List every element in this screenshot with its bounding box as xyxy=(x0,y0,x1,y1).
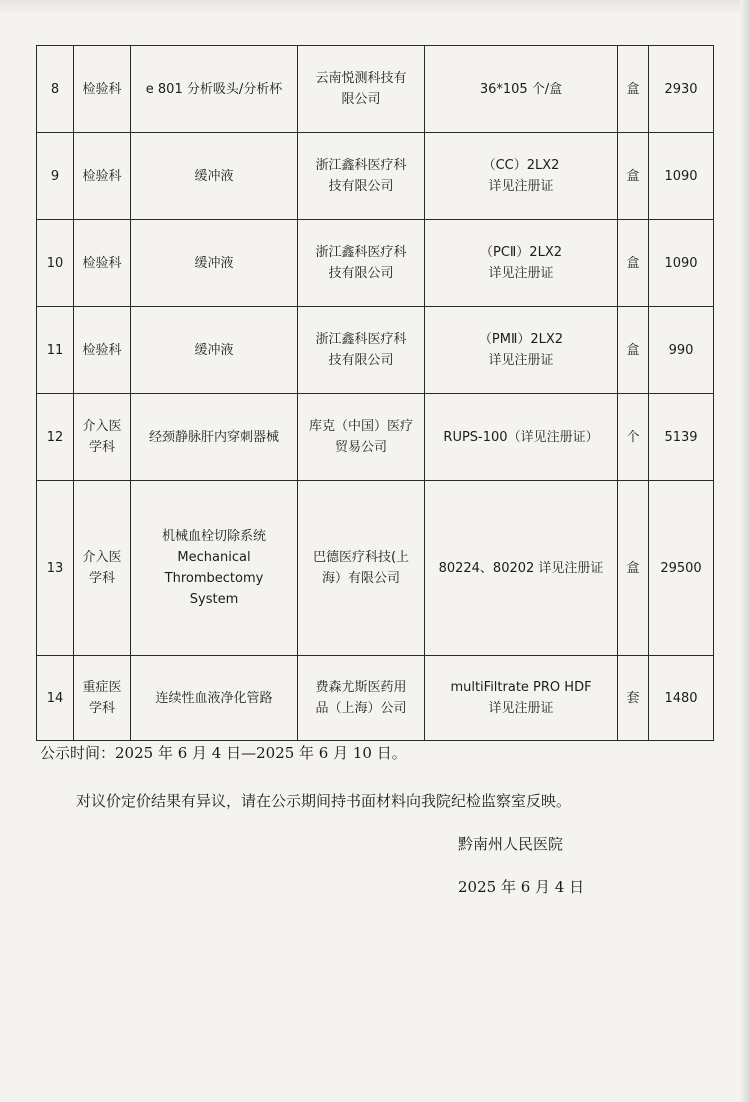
row-number: 10 xyxy=(37,220,74,307)
product-name-cell: 缓冲液 xyxy=(131,220,298,307)
product-name-cell: 连续性血液净化管路 xyxy=(131,656,298,741)
spec-cell: RUPS-100（详见注册证） xyxy=(425,394,618,481)
row-number: 12 xyxy=(37,394,74,481)
unit-cell: 盒 xyxy=(618,46,649,133)
department-cell: 介入医 学科 xyxy=(74,394,131,481)
unit-cell: 盒 xyxy=(618,481,649,656)
table-row xyxy=(37,394,714,481)
company-cell: 浙江鑫科医疗科 技有限公司 xyxy=(298,220,425,307)
price-cell: 1090 xyxy=(649,220,714,307)
company-cell: 库克（中国）医疗 贸易公司 xyxy=(298,394,425,481)
table-row xyxy=(37,656,714,741)
price-table xyxy=(36,45,714,741)
notice-date: 2025 年 6 月 4 日 xyxy=(458,878,585,896)
spec-cell: multiFiltrate PRO HDF 详见注册证 xyxy=(425,656,618,741)
company-cell: 浙江鑫科医疗科 技有限公司 xyxy=(298,307,425,394)
spec-cell: （CC）2LX2 详见注册证 xyxy=(425,133,618,220)
department-cell: 检验科 xyxy=(74,307,131,394)
unit-cell: 盒 xyxy=(618,133,649,220)
table-row xyxy=(37,307,714,394)
department-cell: 重症医 学科 xyxy=(74,656,131,741)
row-number: 14 xyxy=(37,656,74,741)
product-name-cell: 经颈静脉肝内穿刺器械 xyxy=(131,394,298,481)
department-cell: 检验科 xyxy=(74,46,131,133)
spec-cell: 80224、80202 详见注册证 xyxy=(425,481,618,656)
notice-objection: 对议价定价结果有异议，请在公示期间持书面材料向我院纪检监察室反映。 xyxy=(76,792,572,810)
company-cell: 巴德医疗科技(上 海）有限公司 xyxy=(298,481,425,656)
unit-cell: 盒 xyxy=(618,307,649,394)
notice-hospital: 黔南州人民医院 xyxy=(458,835,564,853)
company-cell: 浙江鑫科医疗科 技有限公司 xyxy=(298,133,425,220)
row-number: 11 xyxy=(37,307,74,394)
department-cell: 检验科 xyxy=(74,220,131,307)
spec-cell: 36*105 个/盒 xyxy=(425,46,618,133)
unit-cell: 个 xyxy=(618,394,649,481)
page-edge-right xyxy=(740,0,750,1102)
department-cell: 检验科 xyxy=(74,133,131,220)
page-edge-top xyxy=(0,0,750,14)
row-number: 8 xyxy=(37,46,74,133)
price-cell: 29500 xyxy=(649,481,714,656)
product-name-cell: 缓冲液 xyxy=(131,307,298,394)
price-cell: 1090 xyxy=(649,133,714,220)
product-name-cell: 机械血栓切除系统 Mechanical Thrombectomy System xyxy=(131,481,298,656)
spec-cell: （PCⅡ）2LX2 详见注册证 xyxy=(425,220,618,307)
spec-cell: （PMⅡ）2LX2 详见注册证 xyxy=(425,307,618,394)
table-row xyxy=(37,133,714,220)
company-cell: 云南悦测科技有 限公司 xyxy=(298,46,425,133)
price-cell: 5139 xyxy=(649,394,714,481)
price-cell: 1480 xyxy=(649,656,714,741)
company-cell: 费森尤斯医药用 品（上海）公司 xyxy=(298,656,425,741)
unit-cell: 套 xyxy=(618,656,649,741)
unit-cell: 盒 xyxy=(618,220,649,307)
product-name-cell: 缓冲液 xyxy=(131,133,298,220)
department-cell: 介入医 学科 xyxy=(74,481,131,656)
product-name-cell: e 801 分析吸头/分析杯 xyxy=(131,46,298,133)
table-row xyxy=(37,481,714,656)
price-cell: 990 xyxy=(649,307,714,394)
row-number: 9 xyxy=(37,133,74,220)
table-row xyxy=(37,220,714,307)
row-number: 13 xyxy=(37,481,74,656)
price-cell: 2930 xyxy=(649,46,714,133)
table-row xyxy=(37,46,714,133)
notice-period: 公示时间：2025 年 6 月 4 日—2025 年 6 月 10 日。 xyxy=(40,744,407,762)
